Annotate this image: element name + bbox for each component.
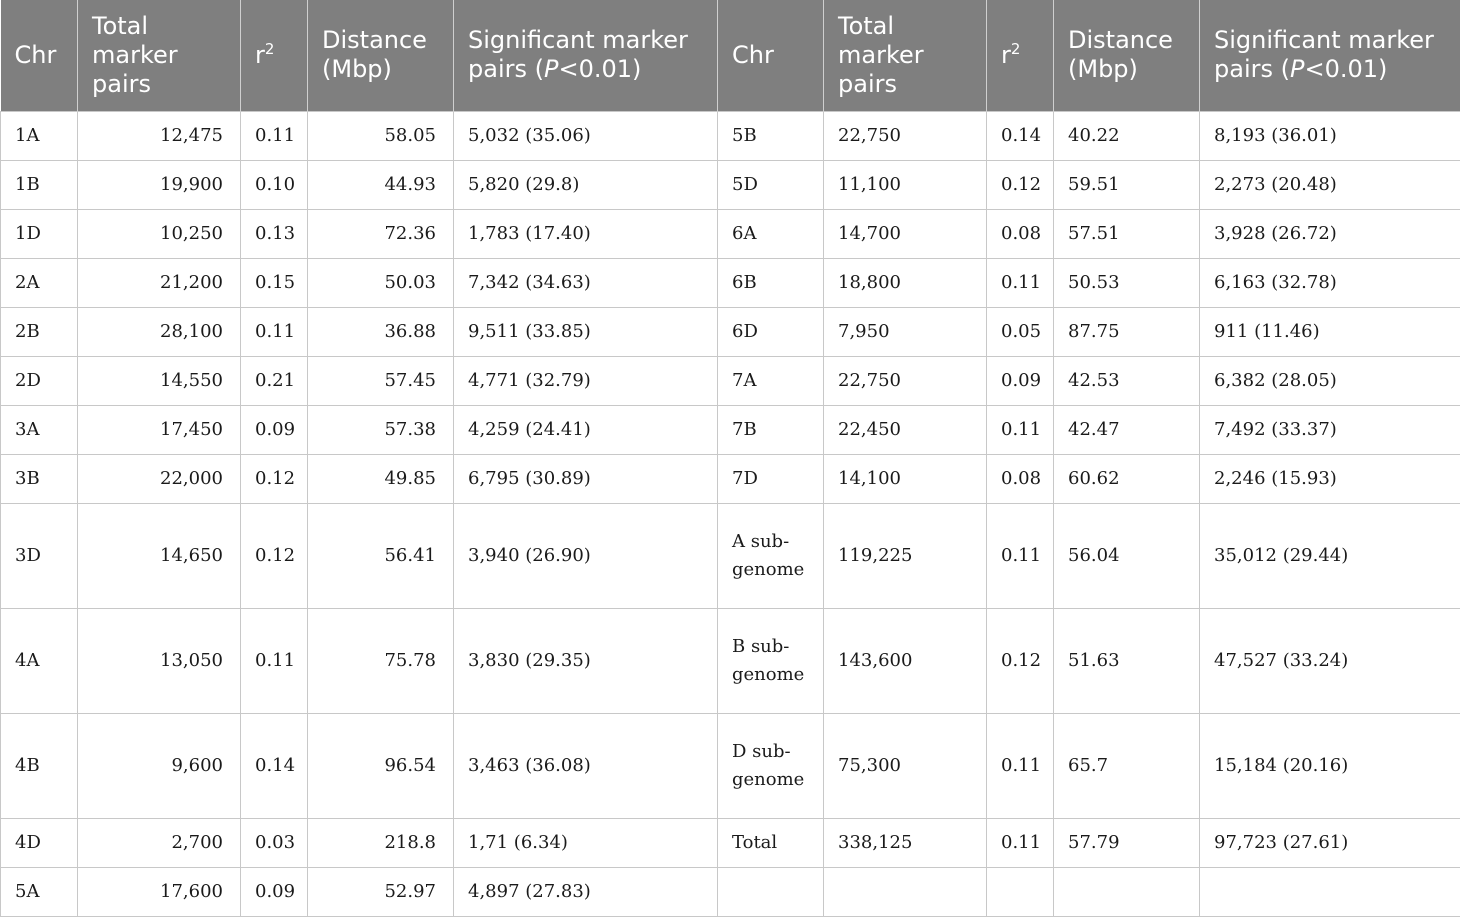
cell-text: 9,511 (33.85) (468, 321, 591, 342)
table-row (1, 405, 1460, 454)
cell-text: 35,012 (29.44) (1214, 545, 1348, 566)
left-distance-cell (308, 258, 454, 307)
right-distance-cell (1054, 160, 1200, 209)
right-total-marker-pairs-cell (824, 405, 987, 454)
cell-text: 51.63 (1068, 650, 1120, 671)
right-distance-cell (1054, 405, 1200, 454)
left-significant-marker-pairs-cell (454, 258, 718, 307)
cell-text: 7,492 (33.37) (1214, 419, 1337, 440)
cell-text: 87.75 (1068, 321, 1120, 342)
right-distance-cell (1054, 608, 1200, 713)
cell-text: 2,246 (15.93) (1214, 468, 1337, 489)
right-distance-cell (1054, 111, 1200, 160)
right-r-squared-cell (987, 111, 1054, 160)
cell-text: 14,550 (160, 370, 223, 391)
left-chr-cell (1, 867, 78, 916)
cell-text: 65.7 (1068, 755, 1108, 776)
cell-text: 4B (15, 755, 40, 776)
cell-text: 2D (15, 370, 41, 391)
table-row (1, 258, 1460, 307)
right-r-squared-cell (987, 307, 1054, 356)
cell-text: 5,820 (29.8) (468, 174, 579, 195)
cell-text: 11,100 (838, 174, 901, 195)
right-chr-cell (718, 111, 824, 160)
left-chr-cell (1, 111, 78, 160)
header-row (1, 0, 1460, 111)
left-significant-marker-pairs-cell (454, 818, 718, 867)
cell-text: B sub-genome (732, 633, 792, 689)
left-chr-cell (1, 454, 78, 503)
cell-text: 0.11 (255, 125, 295, 146)
cell-text: Total (732, 829, 792, 857)
right-significant-marker-pairs-cell (1200, 356, 1460, 405)
table-row (1, 160, 1460, 209)
left-chr-cell (1, 405, 78, 454)
left-distance-cell (308, 867, 454, 916)
cell-text: 52.97 (384, 881, 436, 902)
right-r-squared-cell (987, 209, 1054, 258)
cell-text: 7D (732, 465, 792, 493)
left-r-squared-cell (241, 258, 308, 307)
right-distance-cell (1054, 867, 1200, 916)
left-chr-cell (1, 356, 78, 405)
left-r-squared-cell (241, 867, 308, 916)
cell-text: 4,897 (27.83) (468, 881, 591, 902)
right-r-squared-cell (987, 608, 1054, 713)
table-row (1, 209, 1460, 258)
left-total-marker-pairs-cell (78, 503, 241, 608)
left-total-marker-pairs-cell (78, 307, 241, 356)
cell-text: 13,050 (160, 650, 223, 671)
cell-text: 0.11 (1001, 545, 1041, 566)
cell-text: 22,750 (838, 125, 901, 146)
right-chr-cell (718, 258, 824, 307)
right-total-marker-pairs-cell (824, 818, 987, 867)
cell-text: 57.38 (384, 419, 436, 440)
cell-text: 0.12 (1001, 174, 1041, 195)
left-r-squared-cell (241, 454, 308, 503)
cell-text: 7B (732, 416, 792, 444)
right-chr-cell (718, 503, 824, 608)
right-distance-cell (1054, 454, 1200, 503)
cell-text: 4,259 (24.41) (468, 419, 591, 440)
right-distance-cell (1054, 818, 1200, 867)
cell-text: 0.05 (1001, 321, 1041, 342)
right-r-squared-cell (987, 818, 1054, 867)
header-significant-marker-pairs: Significant marker pairs (P<0.01) (1200, 0, 1460, 111)
left-chr-cell (1, 818, 78, 867)
header-r-squared: $r^2$ (987, 0, 1054, 111)
right-chr-cell (718, 454, 824, 503)
cell-text: 9,600 (171, 755, 223, 776)
table-row (1, 608, 1460, 713)
cell-text: 0.08 (1001, 223, 1041, 244)
left-significant-marker-pairs-cell (454, 405, 718, 454)
cell-text: 10,250 (160, 223, 223, 244)
right-significant-marker-pairs-cell (1200, 503, 1460, 608)
left-chr-cell (1, 608, 78, 713)
cell-text: 6B (732, 269, 792, 297)
cell-text: 4A (15, 650, 39, 671)
cell-text: 0.14 (255, 755, 295, 776)
left-distance-cell (308, 503, 454, 608)
left-r-squared-cell (241, 356, 308, 405)
right-significant-marker-pairs-cell (1200, 111, 1460, 160)
cell-text: 0.11 (1001, 272, 1041, 293)
right-chr-cell (718, 356, 824, 405)
left-significant-marker-pairs-cell (454, 503, 718, 608)
right-chr-cell (718, 307, 824, 356)
left-significant-marker-pairs-cell (454, 160, 718, 209)
cell-text: 911 (11.46) (1214, 321, 1320, 342)
cell-text: 3,940 (26.90) (468, 545, 591, 566)
right-r-squared-cell (987, 356, 1054, 405)
cell-text: 0.12 (255, 468, 295, 489)
right-total-marker-pairs-cell (824, 356, 987, 405)
right-significant-marker-pairs-cell (1200, 307, 1460, 356)
cell-text: 7,950 (838, 321, 890, 342)
cell-text: 1D (15, 223, 41, 244)
cell-text: 1A (15, 125, 39, 146)
cell-text: 2B (15, 321, 40, 342)
cell-text: 7,342 (34.63) (468, 272, 591, 293)
cell-text: 50.53 (1068, 272, 1120, 293)
cell-text: 5,032 (35.06) (468, 125, 591, 146)
left-distance-cell (308, 209, 454, 258)
cell-text: 22,450 (838, 419, 901, 440)
left-total-marker-pairs-cell (78, 818, 241, 867)
cell-text: 0.21 (255, 370, 295, 391)
cell-text: 44.93 (384, 174, 436, 195)
cell-text: 0.13 (255, 223, 295, 244)
cell-text: 75.78 (384, 650, 436, 671)
left-distance-cell (308, 356, 454, 405)
left-r-squared-cell (241, 209, 308, 258)
cell-text: 18,800 (838, 272, 901, 293)
cell-text: 36.88 (384, 321, 436, 342)
cell-text: 3B (15, 468, 40, 489)
left-total-marker-pairs-cell (78, 608, 241, 713)
right-r-squared-cell (987, 713, 1054, 818)
cell-text: D sub-genome (732, 738, 792, 794)
left-distance-cell (308, 111, 454, 160)
cell-text: 119,225 (838, 545, 912, 566)
right-distance-cell (1054, 209, 1200, 258)
cell-text: 5B (732, 122, 792, 150)
header-total-marker-pairs: Total marker pairs (824, 0, 987, 111)
cell-text: 75,300 (838, 755, 901, 776)
right-chr-cell (718, 867, 824, 916)
header-distance: Distance (Mbp) (1054, 0, 1200, 111)
cell-text: 0.11 (255, 321, 295, 342)
cell-text: 40.22 (1068, 125, 1120, 146)
cell-text: 22,000 (160, 468, 223, 489)
cell-text: 57.51 (1068, 223, 1120, 244)
cell-text: 50.03 (384, 272, 436, 293)
cell-text: 56.04 (1068, 545, 1120, 566)
cell-text: 56.41 (384, 545, 436, 566)
left-total-marker-pairs-cell (78, 258, 241, 307)
cell-text: 47,527 (33.24) (1214, 650, 1348, 671)
right-chr-cell (718, 405, 824, 454)
left-significant-marker-pairs-cell (454, 111, 718, 160)
cell-text: 6A (732, 220, 792, 248)
left-chr-cell (1, 258, 78, 307)
cell-text: 6,163 (32.78) (1214, 272, 1337, 293)
table-row (1, 111, 1460, 160)
header-significant-marker-pairs: Significant marker pairs (P<0.01) (454, 0, 718, 111)
left-total-marker-pairs-cell (78, 356, 241, 405)
cell-text: 0.12 (255, 545, 295, 566)
right-total-marker-pairs-cell (824, 209, 987, 258)
left-distance-cell (308, 454, 454, 503)
cell-text: 49.85 (384, 468, 436, 489)
table-row (1, 454, 1460, 503)
cell-text: 0.15 (255, 272, 295, 293)
cell-text: 96.54 (384, 755, 436, 776)
cell-text: 1,783 (17.40) (468, 223, 591, 244)
table-row (1, 713, 1460, 818)
right-distance-cell (1054, 356, 1200, 405)
cell-text: 3,463 (36.08) (468, 755, 591, 776)
right-r-squared-cell (987, 160, 1054, 209)
right-significant-marker-pairs-cell (1200, 258, 1460, 307)
cell-text: 3,830 (29.35) (468, 650, 591, 671)
cell-text: 3,928 (26.72) (1214, 223, 1337, 244)
right-total-marker-pairs-cell (824, 867, 987, 916)
cell-text: 72.36 (384, 223, 436, 244)
header-chr: Chr (1, 0, 78, 111)
cell-text: 22,750 (838, 370, 901, 391)
cell-text: 12,475 (160, 125, 223, 146)
cell-text: 14,700 (838, 223, 901, 244)
cell-text: 338,125 (838, 832, 912, 853)
cell-text: 28,100 (160, 321, 223, 342)
cell-text: 6D (732, 318, 792, 346)
cell-text: 8,193 (36.01) (1214, 125, 1337, 146)
right-chr-cell (718, 713, 824, 818)
table-body (1, 111, 1460, 916)
left-chr-cell (1, 160, 78, 209)
cell-text: 5A (15, 881, 39, 902)
right-chr-cell (718, 160, 824, 209)
right-total-marker-pairs-cell (824, 713, 987, 818)
left-total-marker-pairs-cell (78, 713, 241, 818)
right-significant-marker-pairs-cell (1200, 454, 1460, 503)
cell-text: 143,600 (838, 650, 912, 671)
right-total-marker-pairs-cell (824, 608, 987, 713)
table-header (1, 0, 1460, 111)
right-r-squared-cell (987, 503, 1054, 608)
left-r-squared-cell (241, 608, 308, 713)
right-significant-marker-pairs-cell (1200, 608, 1460, 713)
right-distance-cell (1054, 713, 1200, 818)
cell-text: 4,771 (32.79) (468, 370, 591, 391)
cell-text: 6,382 (28.05) (1214, 370, 1337, 391)
cell-text: 58.05 (384, 125, 436, 146)
left-distance-cell (308, 713, 454, 818)
cell-text: 19,900 (160, 174, 223, 195)
cell-text: 2,700 (171, 832, 223, 853)
cell-text: 3D (15, 545, 41, 566)
left-total-marker-pairs-cell (78, 111, 241, 160)
cell-text: 5D (732, 171, 792, 199)
cell-text: 0.09 (1001, 370, 1041, 391)
right-significant-marker-pairs-cell (1200, 405, 1460, 454)
cell-text: 4D (15, 832, 41, 853)
header-distance: Distance (Mbp) (308, 0, 454, 111)
cell-text: 15,184 (20.16) (1214, 755, 1348, 776)
cell-text: 1B (15, 174, 40, 195)
left-r-squared-cell (241, 713, 308, 818)
cell-text: 218.8 (384, 832, 436, 853)
right-significant-marker-pairs-cell (1200, 867, 1460, 916)
cell-text: 17,600 (160, 881, 223, 902)
left-total-marker-pairs-cell (78, 209, 241, 258)
cell-text: 59.51 (1068, 174, 1120, 195)
right-total-marker-pairs-cell (824, 454, 987, 503)
left-significant-marker-pairs-cell (454, 867, 718, 916)
cell-text: 0.11 (255, 650, 295, 671)
cell-text: 42.47 (1068, 419, 1120, 440)
left-chr-cell (1, 503, 78, 608)
right-total-marker-pairs-cell (824, 503, 987, 608)
header-chr: Chr (718, 0, 824, 111)
cell-text: 1,71 (6.34) (468, 832, 568, 853)
cell-text: 7A (732, 367, 792, 395)
left-chr-cell (1, 209, 78, 258)
header-total-marker-pairs: Total marker pairs (78, 0, 241, 111)
left-total-marker-pairs-cell (78, 454, 241, 503)
right-total-marker-pairs-cell (824, 307, 987, 356)
cell-text: 42.53 (1068, 370, 1120, 391)
table-row (1, 867, 1460, 916)
cell-text: 17,450 (160, 419, 223, 440)
left-distance-cell (308, 160, 454, 209)
left-significant-marker-pairs-cell (454, 713, 718, 818)
cell-text: 14,100 (838, 468, 901, 489)
cell-text: 0.03 (255, 832, 295, 853)
left-chr-cell (1, 307, 78, 356)
cell-text: 57.45 (384, 370, 436, 391)
left-r-squared-cell (241, 307, 308, 356)
right-chr-cell (718, 818, 824, 867)
cell-text: 0.10 (255, 174, 295, 195)
right-total-marker-pairs-cell (824, 160, 987, 209)
header-r-squared: $r^2$ (241, 0, 308, 111)
right-chr-cell (718, 209, 824, 258)
right-chr-cell (718, 608, 824, 713)
cell-text: 0.11 (1001, 832, 1041, 853)
right-r-squared-cell (987, 867, 1054, 916)
cell-text: 2A (15, 272, 39, 293)
right-r-squared-cell (987, 454, 1054, 503)
left-chr-cell (1, 713, 78, 818)
left-total-marker-pairs-cell (78, 867, 241, 916)
cell-text: 57.79 (1068, 832, 1120, 853)
cell-text: 0.11 (1001, 419, 1041, 440)
cell-text: 97,723 (27.61) (1214, 832, 1348, 853)
table-row (1, 818, 1460, 867)
cell-text: 0.11 (1001, 755, 1041, 776)
cell-text: 0.14 (1001, 125, 1041, 146)
cell-text: 2,273 (20.48) (1214, 174, 1337, 195)
cell-text: 0.09 (255, 419, 295, 440)
right-significant-marker-pairs-cell (1200, 209, 1460, 258)
table-row (1, 356, 1460, 405)
cell-text: 60.62 (1068, 468, 1120, 489)
left-distance-cell (308, 608, 454, 713)
left-r-squared-cell (241, 160, 308, 209)
left-distance-cell (308, 818, 454, 867)
left-total-marker-pairs-cell (78, 160, 241, 209)
left-significant-marker-pairs-cell (454, 209, 718, 258)
cell-text: 0.12 (1001, 650, 1041, 671)
cell-text: A sub-genome (732, 528, 792, 584)
right-significant-marker-pairs-cell (1200, 160, 1460, 209)
cell-text: 3A (15, 419, 39, 440)
cell-text: 14,650 (160, 545, 223, 566)
right-total-marker-pairs-cell (824, 258, 987, 307)
left-significant-marker-pairs-cell (454, 608, 718, 713)
right-significant-marker-pairs-cell (1200, 713, 1460, 818)
left-total-marker-pairs-cell (78, 405, 241, 454)
right-total-marker-pairs-cell (824, 111, 987, 160)
table-row (1, 503, 1460, 608)
right-distance-cell (1054, 503, 1200, 608)
left-significant-marker-pairs-cell (454, 454, 718, 503)
right-r-squared-cell (987, 258, 1054, 307)
left-distance-cell (308, 405, 454, 454)
table-row (1, 307, 1460, 356)
left-r-squared-cell (241, 405, 308, 454)
cell-text: 0.09 (255, 881, 295, 902)
left-distance-cell (308, 307, 454, 356)
right-distance-cell (1054, 307, 1200, 356)
left-significant-marker-pairs-cell (454, 307, 718, 356)
right-r-squared-cell (987, 405, 1054, 454)
right-significant-marker-pairs-cell (1200, 818, 1460, 867)
left-r-squared-cell (241, 111, 308, 160)
cell-text: 21,200 (160, 272, 223, 293)
left-significant-marker-pairs-cell (454, 356, 718, 405)
cell-text: 0.08 (1001, 468, 1041, 489)
left-r-squared-cell (241, 503, 308, 608)
cell-text: 6,795 (30.89) (468, 468, 591, 489)
left-r-squared-cell (241, 818, 308, 867)
right-distance-cell (1054, 258, 1200, 307)
